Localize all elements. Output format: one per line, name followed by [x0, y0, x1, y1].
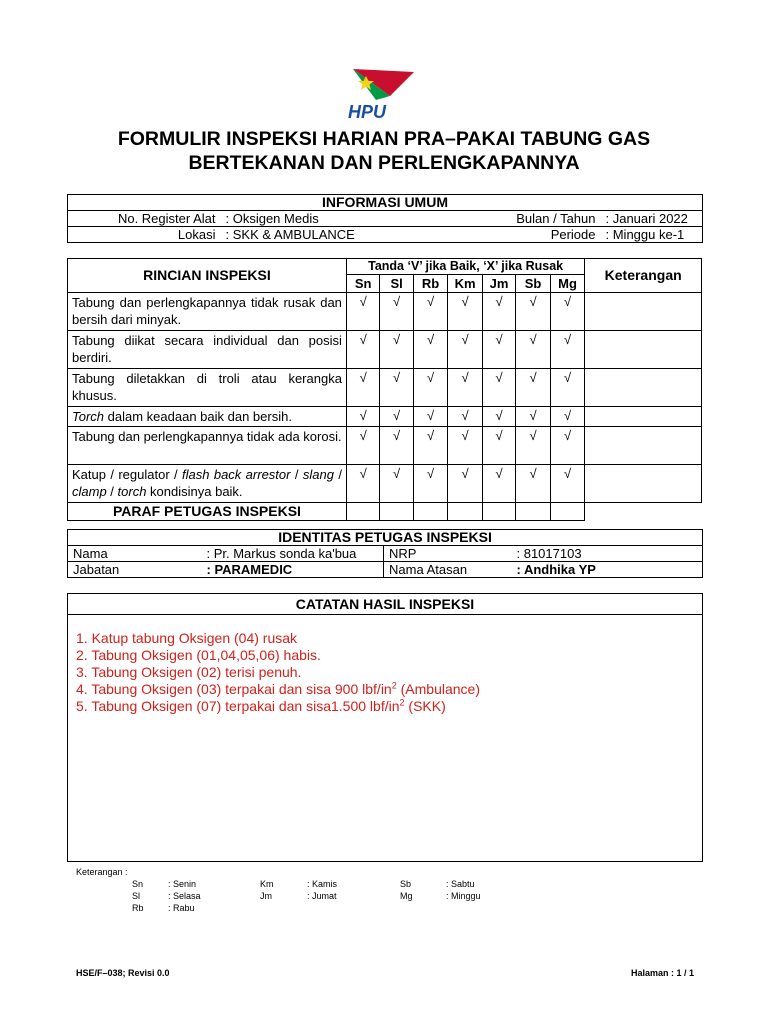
note-line-4-text: 4. Tabung Oksigen (03) terpakai dan sisa 900 lbf/in: [76, 681, 392, 697]
check-cell-sb[interactable]: √: [516, 427, 550, 465]
legend-entry: Sn: [132, 879, 144, 889]
note-line-5-suffix: (SKK): [404, 698, 446, 714]
notes-cell[interactable]: [585, 427, 702, 465]
general-info-header: INFORMASI UMUM: [68, 195, 703, 211]
inspection-row: [68, 407, 702, 427]
check-cell-sb[interactable]: √: [516, 407, 550, 427]
day-header-km: Km: [448, 275, 482, 293]
inspection-notes-box: [67, 593, 703, 862]
form-title-line2: BERTEKANAN DAN PERLENGKAPANNYA: [188, 152, 580, 174]
month-year-label: Bulan / Tahun: [451, 211, 601, 227]
notes-cell[interactable]: [585, 331, 702, 369]
check-cell-sl[interactable]: √: [380, 331, 413, 369]
check-cell-sb[interactable]: √: [516, 331, 550, 369]
check-cell-km[interactable]: √: [448, 407, 482, 427]
day-header-rb: Rb: [413, 275, 447, 293]
register-label: No. Register Alat: [68, 211, 221, 227]
day-header-sl: Sl: [380, 275, 413, 293]
check-cell-km[interactable]: √: [448, 331, 482, 369]
role-label: Jabatan: [68, 562, 202, 578]
note-line-4-suffix: (Ambulance): [396, 681, 480, 697]
inspection-item-text: Katup / regulator / flash back arrestor / slang / clamp / torch kondisinya baik.: [68, 465, 347, 503]
check-cell-sn[interactable]: √: [346, 407, 379, 427]
legend-entry: : Minggu: [446, 891, 481, 901]
location-label: Lokasi: [68, 227, 221, 243]
inspection-item-text: Tabung diikat secara individual dan posisi berdiri.: [68, 331, 347, 369]
check-cell-mg[interactable]: √: [550, 331, 585, 369]
legend-entry: Jm: [260, 891, 272, 901]
check-cell-km[interactable]: √: [448, 369, 482, 407]
signature-cell-mg[interactable]: [550, 503, 585, 521]
logo-text: HPU: [348, 102, 387, 122]
note-line-2: 2. Tabung Oksigen (01,04,05,06) habis.: [76, 647, 321, 663]
inspection-row: [68, 293, 702, 331]
inspector-identity-table: [67, 529, 703, 578]
check-cell-jm[interactable]: √: [482, 369, 515, 407]
inspection-item-text: Tabung dan perlengkapannya tidak rusak dan bersih dari minyak.: [68, 293, 347, 331]
register-value: : Oksigen Medis: [221, 211, 451, 227]
inspection-header: RINCIAN INSPEKSI: [68, 259, 347, 293]
check-cell-sl[interactable]: √: [380, 465, 413, 503]
signature-cell-sb[interactable]: [516, 503, 550, 521]
hpu-logo: [346, 66, 418, 124]
nrp-value: : 81017103: [512, 546, 703, 562]
period-value: : Minggu ke-1: [601, 227, 703, 243]
notes-column-header: Keterangan: [585, 259, 702, 293]
note-line-4-sup: 2: [391, 680, 397, 691]
check-cell-mg[interactable]: √: [550, 407, 585, 427]
legend-entry: Km: [260, 879, 274, 889]
note-line-5: [76, 698, 702, 715]
signature-cell-km[interactable]: [448, 503, 482, 521]
legend-entry: Sl: [132, 891, 141, 901]
legend-entry: : Senin: [168, 879, 197, 889]
check-cell-sb[interactable]: √: [516, 465, 550, 503]
form-code: HSE/F–038; Revisi 0.0: [76, 968, 170, 978]
mark-header: Tanda ‘V’ jika Baik, ‘X’ jika Rusak: [346, 259, 584, 275]
inspection-row: [68, 427, 702, 465]
legend-entry: Rb: [132, 903, 144, 913]
check-cell-sl[interactable]: √: [380, 369, 413, 407]
role-value: : PARAMEDIC: [202, 562, 384, 578]
day-header-sn: Sn: [346, 275, 379, 293]
check-cell-km[interactable]: √: [448, 293, 482, 331]
notes-list: [68, 630, 702, 715]
check-cell-rb[interactable]: √: [413, 427, 447, 465]
month-year-value: : Januari 2022: [601, 211, 703, 227]
check-cell-jm[interactable]: √: [482, 331, 515, 369]
legend-entry: : Sabtu: [446, 879, 475, 889]
page-number: Halaman : 1 / 1: [630, 968, 694, 978]
signature-blank: [585, 503, 702, 521]
check-cell-sl[interactable]: √: [380, 427, 413, 465]
check-cell-rb[interactable]: √: [413, 331, 447, 369]
signature-cell-rb[interactable]: [413, 503, 447, 521]
note-line-1: 1. Katup tabung Oksigen (04) rusak: [76, 630, 298, 646]
signature-cell-sl[interactable]: [380, 503, 413, 521]
legend-entry: : Selasa: [168, 891, 201, 901]
period-label: Periode: [451, 227, 601, 243]
check-cell-jm[interactable]: √: [482, 465, 515, 503]
check-cell-sl[interactable]: √: [380, 407, 413, 427]
location-value: : SKK & AMBULANCE: [221, 227, 451, 243]
inspection-table: [67, 258, 702, 521]
notes-cell[interactable]: [585, 369, 702, 407]
inspection-item-text: Tabung dan perlengkapannya tidak ada korosi.: [68, 427, 347, 465]
notes-cell[interactable]: [585, 465, 702, 503]
form-title-line1: FORMULIR INSPEKSI HARIAN PRA–PAKAI TABUNG GAS: [117, 128, 651, 150]
check-cell-rb[interactable]: √: [413, 465, 447, 503]
legend-entry: : Rabu: [168, 903, 195, 913]
check-cell-km[interactable]: √: [448, 465, 482, 503]
check-cell-sn[interactable]: √: [346, 293, 379, 331]
check-cell-sb[interactable]: √: [516, 369, 550, 407]
name-label: Nama: [68, 546, 202, 562]
signature-cell-jm[interactable]: [482, 503, 515, 521]
notes-cell[interactable]: [585, 293, 702, 331]
day-header-mg: Mg: [550, 275, 585, 293]
supervisor-value: : Andhika YP: [512, 562, 703, 578]
check-cell-jm[interactable]: √: [482, 293, 515, 331]
day-header-jm: Jm: [482, 275, 515, 293]
signature-cell-sn[interactable]: [346, 503, 379, 521]
note-line-5-text: 5. Tabung Oksigen (07) terpakai dan sisa1.500 lbf/in: [76, 698, 400, 714]
check-cell-rb[interactable]: √: [413, 293, 447, 331]
check-cell-sn[interactable]: √: [346, 331, 379, 369]
identity-header: IDENTITAS PETUGAS INSPEKSI: [68, 530, 703, 546]
check-cell-jm[interactable]: √: [482, 427, 515, 465]
legend-entry: : Kamis: [307, 879, 338, 889]
supervisor-label: Nama Atasan: [384, 562, 512, 578]
check-cell-mg[interactable]: √: [550, 427, 585, 465]
check-cell-rb[interactable]: √: [413, 407, 447, 427]
general-info-table: [67, 194, 703, 243]
check-cell-sn[interactable]: √: [346, 427, 379, 465]
legend-entry: Mg: [400, 891, 413, 901]
inspection-item-text: Tabung diletakkan di troli atau kerangka khusus.: [68, 369, 347, 407]
check-cell-jm[interactable]: √: [482, 407, 515, 427]
check-cell-mg[interactable]: √: [550, 465, 585, 503]
note-line-3: 3. Tabung Oksigen (02) terisi penuh.: [76, 664, 302, 680]
inspection-row: [68, 331, 702, 369]
legend-entry: : Jumat: [307, 891, 337, 901]
inspection-item-text: Torch dalam keadaan baik dan bersih.: [68, 407, 347, 427]
note-line-4: [76, 681, 702, 698]
check-cell-mg[interactable]: √: [550, 293, 585, 331]
name-value: : Pr. Markus sonda ka'bua: [202, 546, 384, 562]
notes-cell[interactable]: [585, 407, 702, 427]
check-cell-mg[interactable]: √: [550, 369, 585, 407]
check-cell-km[interactable]: √: [448, 427, 482, 465]
signature-label: PARAF PETUGAS INSPEKSI: [68, 503, 347, 521]
day-header-sb: Sb: [516, 275, 550, 293]
note-line-5-sup: 2: [399, 697, 405, 708]
check-cell-sb[interactable]: √: [516, 293, 550, 331]
check-cell-sl[interactable]: √: [380, 293, 413, 331]
notes-header: CATATAN HASIL INSPEKSI: [68, 594, 702, 615]
signature-row: [68, 503, 702, 521]
inspection-row: [68, 369, 702, 407]
nrp-label: NRP: [384, 546, 512, 562]
check-cell-rb[interactable]: √: [413, 369, 447, 407]
check-cell-sn[interactable]: √: [346, 465, 379, 503]
inspection-row: [68, 465, 702, 503]
legend-entry: Sb: [400, 879, 412, 889]
legend-title: Keterangan :: [76, 867, 128, 877]
check-cell-sn[interactable]: √: [346, 369, 379, 407]
